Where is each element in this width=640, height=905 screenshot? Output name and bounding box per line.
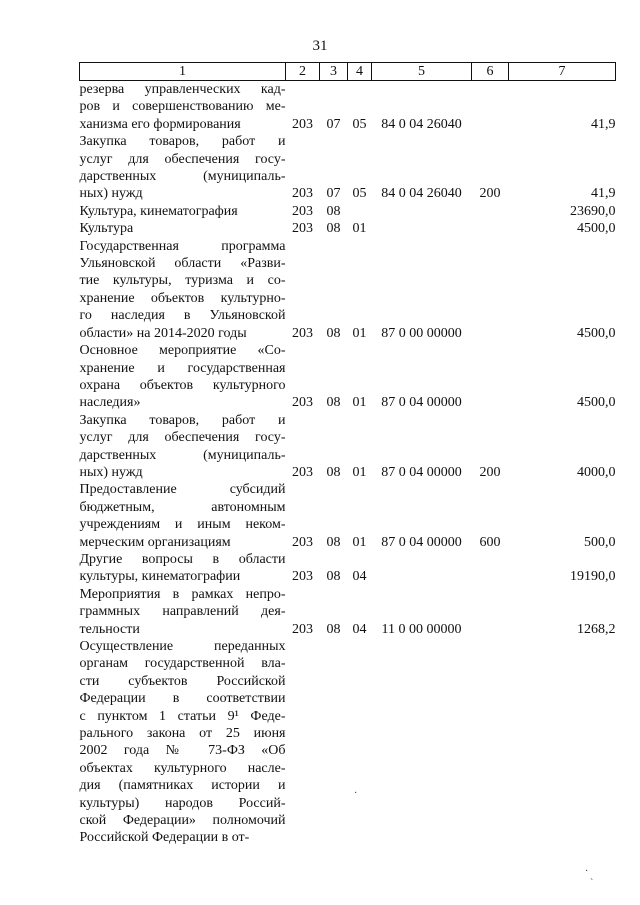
row-name-line: культуры) народов Россий- — [79, 795, 286, 811]
cell-section: 08 — [326, 621, 341, 637]
cell-expense-type: 600 — [479, 534, 501, 550]
row-name-line: Другие вопросы в области — [79, 551, 286, 567]
cell-amount: 23690,0 — [570, 203, 616, 219]
row-name-line: Осуществление переданных — [79, 639, 286, 654]
row-name-line: учреждениям и иным неком- — [79, 517, 286, 533]
table-row — [80, 203, 616, 220]
cell-amount: 4500,0 — [577, 395, 616, 411]
scan-speck: · — [585, 866, 589, 877]
cell-target-article — [372, 551, 472, 586]
cell-amount: 4000,0 — [577, 464, 616, 480]
row-name-line: объектах культурного насле- — [79, 760, 286, 776]
row-name-line: Федерации в соответствии — [79, 691, 286, 707]
cell-admin-code: 203 — [292, 116, 313, 132]
cell-subsection — [348, 203, 372, 220]
cell-admin-code: 203 — [292, 621, 313, 637]
cell-section: 07 — [326, 116, 341, 132]
table-row — [80, 412, 616, 482]
row-name-line: тельности — [79, 621, 140, 637]
cell-target-article: 87 0 00 00000 — [381, 325, 462, 341]
row-name-line: Культура, кинематография — [79, 203, 238, 219]
row-name-line: Мероприятия в рамках непро- — [79, 586, 286, 602]
cell-section: 08 — [326, 395, 341, 411]
cell-subsection: 01 — [352, 395, 367, 411]
cell-subsection: 01 — [352, 534, 367, 550]
table-row — [80, 586, 616, 638]
row-name-line: го наследия в Ульяновской — [79, 308, 286, 324]
row-name-line: дия (памятниках истории и — [79, 778, 286, 794]
cell-section: 08 — [326, 569, 341, 585]
cell-admin-code: 203 — [292, 203, 313, 219]
cell-target-article: 87 0 04 00000 — [381, 534, 462, 550]
row-name — [80, 133, 286, 203]
cell-admin-code: 203 — [292, 464, 313, 480]
cell-target-article — [372, 203, 472, 220]
cell-amount: 500,0 — [584, 534, 616, 550]
cell-subsection: 01 — [352, 325, 367, 341]
page-number: 31 — [312, 38, 328, 54]
cell-expense-type: 200 — [479, 186, 501, 202]
cell-subsection: 05 — [352, 186, 367, 202]
column-header-7: 7 — [509, 63, 616, 81]
cell-amount: 19190,0 — [570, 569, 616, 585]
row-name-line: культуры, кинематографии — [79, 569, 241, 585]
row-name-line: резерва управленческих кад- — [79, 82, 286, 97]
row-name-line: ханизма его формирования — [79, 116, 241, 132]
cell-target-article: 87 0 04 00000 — [381, 464, 462, 480]
cell-section: 08 — [326, 464, 341, 480]
row-name — [80, 81, 286, 134]
cell-admin-code: 203 — [292, 569, 313, 585]
row-name-line: ров и совершенствованию ме- — [79, 99, 286, 115]
row-name-line: 2002 года № 73-ФЗ «Об — [79, 743, 286, 759]
column-header-1: 1 — [80, 63, 286, 81]
row-name — [80, 342, 286, 412]
cell-subsection: 01 — [352, 464, 367, 480]
row-name-line: наследия» — [79, 395, 141, 411]
table-body — [80, 81, 616, 847]
row-name-line: Культура — [79, 221, 134, 237]
cell-target-article — [372, 220, 472, 237]
row-name-line: хранение объектов культурно- — [79, 290, 286, 306]
cell-section: 08 — [326, 325, 341, 341]
cell-target-article: 87 0 04 00000 — [381, 395, 462, 411]
cell-admin-code: 203 — [292, 325, 313, 341]
row-name-line: рального закона от 25 июня — [79, 726, 286, 742]
cell-section: 07 — [326, 186, 341, 202]
cell-amount: 41,9 — [591, 186, 616, 202]
cell-section: 08 — [326, 221, 341, 237]
cell-expense-type — [472, 638, 509, 847]
cell-target-article: 84 0 04 26040 — [381, 186, 462, 202]
column-header-5: 5 — [372, 63, 472, 81]
row-name-line: Закупка товаров, работ и — [79, 134, 286, 150]
table-row — [80, 133, 616, 203]
row-name-line: Государственная программа — [79, 238, 286, 254]
row-name-line: услуг для обеспечения госу- — [79, 151, 286, 167]
cell-target-article: 84 0 04 26040 — [381, 116, 462, 132]
cell-expense-type — [472, 81, 509, 134]
row-name-line: услуг для обеспечения госу- — [79, 430, 286, 446]
row-name — [80, 551, 286, 586]
cell-amount — [509, 638, 616, 847]
cell-admin-code — [286, 638, 320, 847]
row-name — [80, 203, 286, 220]
column-header-2: 2 — [286, 63, 320, 81]
cell-amount: 1268,2 — [577, 621, 616, 637]
cell-amount: 41,9 — [591, 116, 616, 132]
column-header-4: 4 — [348, 63, 372, 81]
scan-speck: ˋ — [590, 878, 594, 889]
table-row — [80, 220, 616, 237]
cell-subsection: 04 — [352, 621, 367, 637]
row-name-line: дарственных (муниципаль- — [79, 447, 286, 463]
cell-expense-type — [472, 203, 509, 220]
scan-speck: · — [354, 788, 358, 799]
cell-admin-code: 203 — [292, 534, 313, 550]
row-name-line: органам государственной вла- — [79, 656, 286, 672]
cell-amount: 4500,0 — [577, 221, 616, 237]
row-name-line: мерческим организациям — [79, 534, 231, 550]
row-name — [80, 220, 286, 237]
row-name — [80, 638, 286, 847]
row-name-line: ных) нужд — [79, 464, 143, 480]
header-row — [80, 63, 616, 81]
row-name-line: тие культуры, туризма и со- — [79, 273, 286, 289]
table-row — [80, 342, 616, 412]
cell-subsection: 05 — [352, 116, 367, 132]
row-name-line: Основное мероприятие «Со- — [79, 343, 286, 359]
cell-admin-code: 203 — [292, 221, 313, 237]
row-name — [80, 412, 286, 482]
cell-section: 08 — [326, 203, 341, 219]
cell-expense-type — [472, 551, 509, 586]
row-name-line: с пунктом 1 статьи 9¹ Феде- — [79, 708, 286, 724]
column-header-6: 6 — [472, 63, 509, 81]
table-row — [80, 551, 616, 586]
row-name-line: ской Федерации» полномочий — [79, 813, 286, 829]
cell-expense-type — [472, 586, 509, 638]
cell-target-article: 11 0 00 00000 — [381, 621, 462, 637]
row-name — [80, 238, 286, 342]
cell-section: 08 — [326, 534, 341, 550]
cell-subsection: 04 — [352, 569, 367, 585]
budget-table — [79, 62, 616, 847]
row-name-line: Ульяновской области «Разви- — [79, 256, 286, 272]
cell-section — [320, 638, 348, 847]
row-name-line: ных) нужд — [79, 186, 143, 202]
cell-admin-code: 203 — [292, 186, 313, 202]
table-row — [80, 81, 616, 134]
cell-subsection: 01 — [352, 221, 367, 237]
row-name — [80, 586, 286, 638]
row-name-line: сти субъектов Российской — [79, 673, 286, 689]
cell-expense-type: 200 — [479, 464, 501, 480]
row-name-line: хранение и государственная — [79, 360, 286, 376]
row-name-line: охрана объектов культурного — [79, 377, 286, 393]
table-row — [80, 481, 616, 551]
row-name-line: Предоставление субсидий — [79, 482, 286, 498]
cell-expense-type — [472, 342, 509, 412]
table-row — [80, 238, 616, 342]
row-name-line: области» на 2014-2020 годы — [79, 325, 247, 341]
cell-target-article — [372, 638, 472, 847]
cell-subsection — [348, 638, 372, 847]
table-row — [80, 638, 616, 847]
row-name-line: граммных направлений дея- — [79, 604, 286, 620]
row-name-line: бюджетным, автономным — [79, 499, 286, 515]
cell-amount: 4500,0 — [577, 325, 616, 341]
row-name-line: Закупка товаров, работ и — [79, 412, 286, 428]
cell-expense-type — [472, 220, 509, 237]
row-name-line: Российской Федерации в от- — [79, 830, 250, 846]
cell-expense-type — [472, 238, 509, 342]
row-name-line: дарственных (муниципаль- — [79, 169, 286, 185]
cell-admin-code: 203 — [292, 395, 313, 411]
column-header-3: 3 — [320, 63, 348, 81]
row-name — [80, 481, 286, 551]
